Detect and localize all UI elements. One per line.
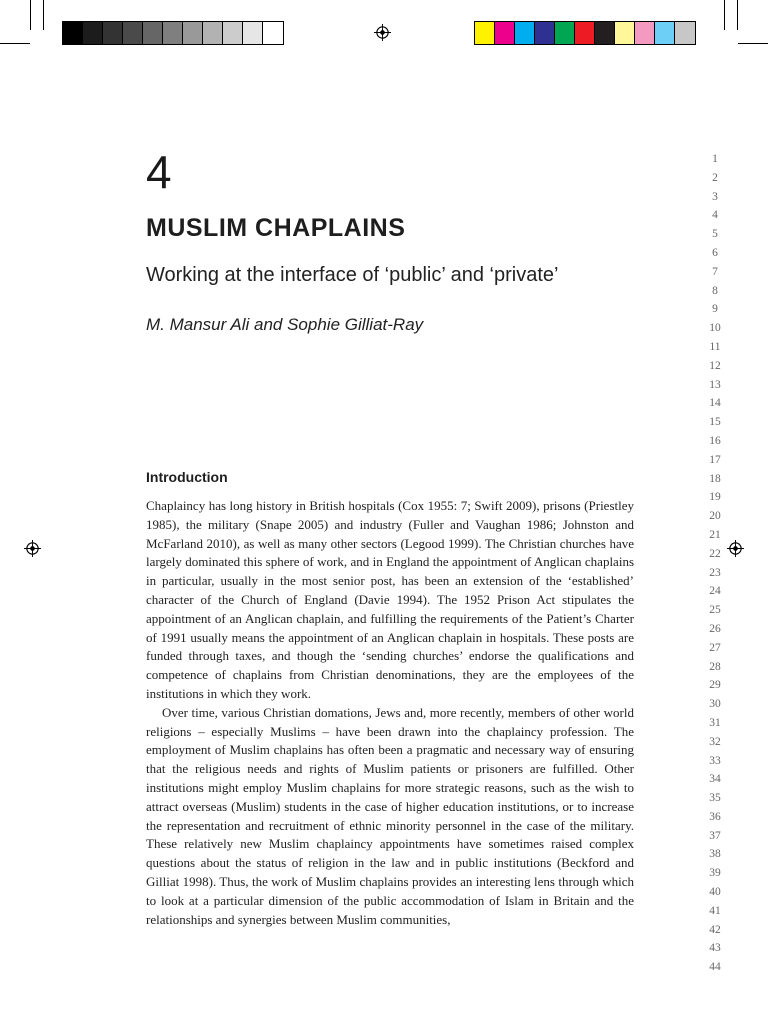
line-number: 35 <box>709 792 721 805</box>
process-color-bar <box>474 21 696 45</box>
line-number: 44 <box>709 961 721 974</box>
line-number: 7 <box>712 265 718 278</box>
line-number: 14 <box>709 397 721 410</box>
line-number: 30 <box>709 698 721 711</box>
grayscale-swatch <box>123 22 143 44</box>
line-number: 41 <box>709 904 721 917</box>
line-number: 2 <box>712 171 718 184</box>
chapter-number: 4 <box>146 146 172 198</box>
line-number: 31 <box>709 716 721 729</box>
line-number: 16 <box>709 434 721 447</box>
color-swatch <box>675 22 695 44</box>
line-number: 34 <box>709 773 721 786</box>
chapter-title: MUSLIM CHAPLAINS <box>146 214 406 242</box>
line-number: 29 <box>709 679 721 692</box>
body-text <box>146 497 634 929</box>
line-number: 28 <box>709 660 721 673</box>
line-number: 11 <box>709 340 721 353</box>
color-swatch <box>475 22 495 44</box>
line-number: 15 <box>709 416 721 429</box>
color-swatch <box>635 22 655 44</box>
line-number: 23 <box>709 566 721 579</box>
color-swatch <box>575 22 595 44</box>
line-number: 36 <box>709 810 721 823</box>
line-number: 43 <box>709 942 721 955</box>
grayscale-swatch <box>143 22 163 44</box>
color-swatch <box>615 22 635 44</box>
line-number: 10 <box>709 322 721 335</box>
line-number: 5 <box>712 228 718 241</box>
paragraph: Over time, various Christian domations, Jews and, more recently, members of other world religions – especially Muslims – have been drawn into the chaplaincy profession. The employment of Muslim chaplains has often been a pragmatic and necessary way of ensuring that the religious needs and rights of Muslim patients or prisoners are fulfilled. Other institutions might employ Muslim chaplains for more strategic reasons, such as the wish to attract overseas (Muslim) students in the case of higher education institutions, or to increase the representation and recruitment of ethnic minority personnel in the case of the military. These relatively new Muslim chaplaincy appointments have sometimes raised complex questions about the status of religion in the law and in public institutions (Beckford and Gilliat 1998). Thus, the work of Muslim chaplains provides an interesting lens through which to look at a particular dimension of the public accommodation of Islam in Britain and the relationships and synergies between Muslim communities, <box>146 704 634 927</box>
grayscale-swatch <box>183 22 203 44</box>
line-number: 42 <box>709 923 721 936</box>
paragraph: Chaplaincy has long history in British hospitals (Cox 1955: 7; Swift 2009), prisons (Priestley 1985), the military (Snape 2005) and industry (Fuller and Vaughan 1986; Johnston and McFarland 2010), as well as many other sectors (Legood 1999). The Christian churches have largely dominated this sphere of work, and in England the appointment of Anglican chaplains in particular, usually in the most senior post, has been an extension of the ‘established’ character of the Church of England (Davie 1994). The 1952 Prison Act stipulates the appointment of an Anglican chaplain, and fulfilling the requirements of the Patient’s Charter of 1991 usually means the appointment of an Anglican chaplain in hospitals. These posts are funded through taxes, and though the ‘sending churches’ endorse the qualifications and competence of chaplains from Christian denominations, they are the employees of the institutions in which they work. <box>146 498 634 701</box>
chapter-subtitle: Working at the interface of ‘public’ and ‘private’ <box>146 264 559 286</box>
color-swatch <box>555 22 575 44</box>
color-swatch <box>535 22 555 44</box>
registration-mark-left <box>24 540 41 557</box>
grayscale-swatch <box>243 22 263 44</box>
grayscale-swatch <box>163 22 183 44</box>
line-number: 37 <box>709 829 721 842</box>
line-number: 19 <box>709 491 721 504</box>
line-number: 18 <box>709 472 721 485</box>
chapter-authors: M. Mansur Ali and Sophie Gilliat-Ray <box>146 315 424 334</box>
line-number: 33 <box>709 754 721 767</box>
line-number: 38 <box>709 848 721 861</box>
line-number: 1 <box>712 153 718 165</box>
grayscale-swatch <box>223 22 243 44</box>
color-swatch <box>495 22 515 44</box>
grayscale-swatch <box>63 22 83 44</box>
color-swatch <box>655 22 675 44</box>
line-number: 4 <box>712 209 718 222</box>
section-heading: Introduction <box>146 469 228 485</box>
line-number: 25 <box>709 604 721 617</box>
registration-mark-top <box>374 24 391 41</box>
line-number-column <box>694 150 736 977</box>
grayscale-swatch <box>83 22 103 44</box>
line-number: 32 <box>709 735 721 748</box>
line-number: 24 <box>709 585 721 598</box>
color-swatch <box>595 22 615 44</box>
line-number: 9 <box>712 303 718 316</box>
line-number: 6 <box>712 246 718 259</box>
crop-mark-top-left-horizontal <box>0 43 30 44</box>
line-number: 22 <box>709 547 721 560</box>
crop-mark-top-right-horizontal <box>738 43 768 44</box>
line-number: 21 <box>709 528 721 541</box>
crop-mark-top-left-vertical-2 <box>43 0 44 30</box>
grayscale-swatch <box>263 22 283 44</box>
line-number: 26 <box>709 622 721 635</box>
line-number: 27 <box>709 641 721 654</box>
line-number: 39 <box>709 867 721 880</box>
line-number: 20 <box>709 510 721 523</box>
crop-mark-top-right-vertical <box>724 0 725 30</box>
color-swatch <box>515 22 535 44</box>
line-number: 17 <box>709 453 721 466</box>
line-number: 13 <box>709 378 721 391</box>
line-number: 40 <box>709 886 721 899</box>
line-number: 12 <box>709 359 721 372</box>
crop-mark-top-left-vertical <box>30 0 31 30</box>
grayscale-swatch <box>103 22 123 44</box>
crop-mark-top-right-vertical-2 <box>737 0 738 30</box>
grayscale-swatch <box>203 22 223 44</box>
line-number: 3 <box>712 190 718 203</box>
line-number: 8 <box>712 284 718 297</box>
grayscale-color-bar <box>62 21 284 45</box>
